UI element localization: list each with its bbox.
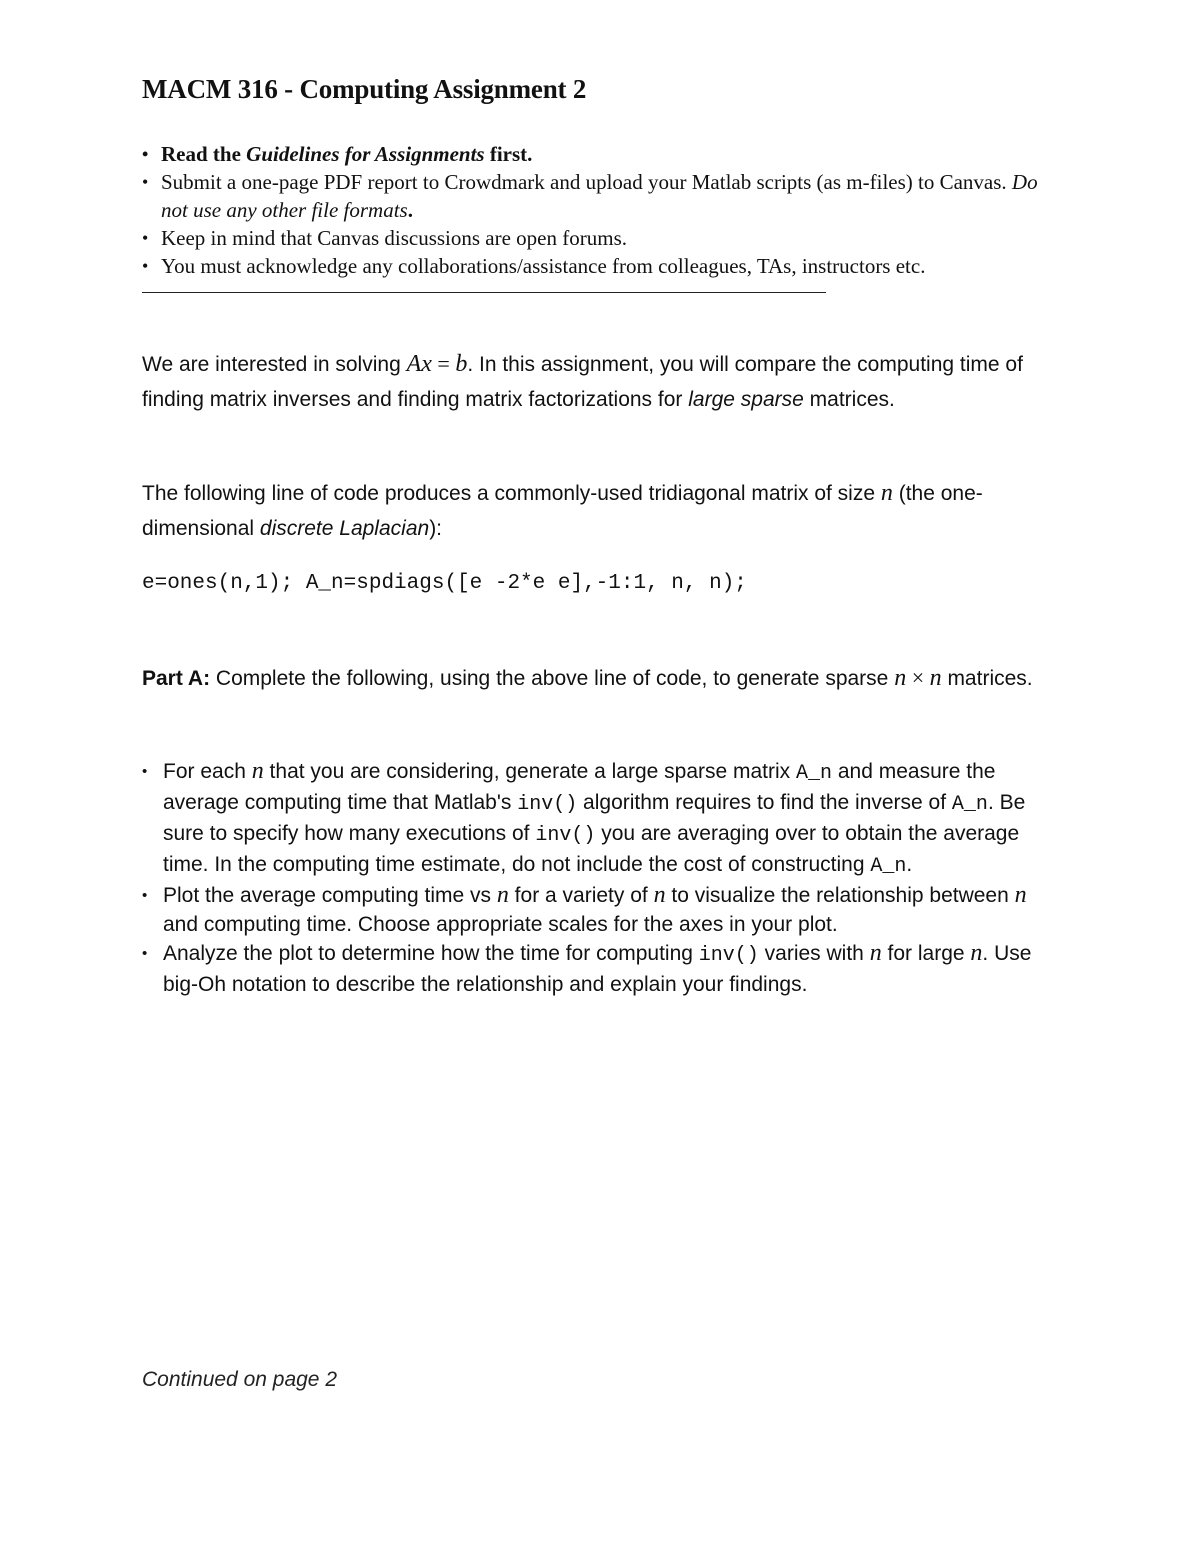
divider <box>142 292 826 293</box>
inline-code: inv() <box>535 824 596 847</box>
equation-lhs: Ax <box>406 351 432 377</box>
text-span: Do not use any other file formats <box>161 170 1038 222</box>
list-item <box>142 939 1062 999</box>
task-list <box>142 757 1062 999</box>
part-a-label: Part A: <box>142 667 211 690</box>
inline-code: A_n <box>870 855 907 878</box>
inline-code: inv() <box>517 793 578 816</box>
text-span: . In this assignment, you will compare the computing time of finding matrix inverses and finding matrix factorizations for <box>142 353 1023 411</box>
math-n: n <box>970 940 983 966</box>
text-span: Complete the following, using the above line of code, to generate sparse <box>210 667 895 690</box>
code-snippet: e=ones(n,1); A_n=spdiags([e -2*e e],-1:1, n, n); <box>142 572 747 595</box>
text-span: and computing time. Choose appropriate scales for the axes in your plot. <box>163 913 838 936</box>
math-n: n <box>894 665 907 691</box>
intro-paragraph <box>142 346 1062 417</box>
times-symbol: × <box>906 665 930 690</box>
list-item: • Keep in mind that Canvas discussions are open forums. <box>142 224 1042 252</box>
text-span: for large <box>881 942 971 965</box>
text-span: We are interested in solving <box>142 353 407 376</box>
laplacian-paragraph <box>142 476 1062 546</box>
math-n: n <box>1014 882 1027 908</box>
continued-note: Continued on page 2 <box>142 1368 337 1391</box>
text-span: and measure the average computing time that Matlab's <box>163 760 996 814</box>
text-span: matrices. <box>803 388 895 411</box>
equation-rhs: b <box>455 351 468 377</box>
page-title: MACM 316 - Computing Assignment 2 <box>142 74 587 104</box>
text-span: Submit a one-page PDF report to Crowdmark and upload your Matlab scripts (as m-files) to Canvas. <box>161 170 1012 194</box>
guidelines-list <box>142 140 1042 280</box>
list-item: • You must acknowledge any collaborations/assistance from colleagues, TAs, instructors etc. <box>142 252 1042 280</box>
text-span: The following line of code produces a commonly-used tridiagonal matrix of size <box>142 482 881 505</box>
math-n: n <box>653 882 666 908</box>
text-span: ): <box>429 517 443 540</box>
text-span: For each <box>163 760 252 783</box>
text-span: for a variety of <box>508 884 654 907</box>
math-n: n <box>880 480 893 506</box>
math-n: n <box>251 758 264 784</box>
inline-code: A_n <box>951 793 988 816</box>
list-item <box>142 881 1062 939</box>
text-span: first. <box>484 142 533 166</box>
list-item <box>142 168 1042 224</box>
part-a-paragraph <box>142 660 1062 696</box>
inline-code: A_n <box>796 762 833 785</box>
text-span: . <box>407 198 413 222</box>
text-span: . Be sure to specify how many executions of <box>163 791 1026 845</box>
list-item <box>142 757 1062 881</box>
list-item <box>142 140 1042 168</box>
text-span: to visualize the relationship between <box>665 884 1015 907</box>
text-span: Analyze the plot to determine how the time for computing <box>163 942 699 965</box>
math-n: n <box>929 665 942 691</box>
text-span: that you are considering, generate a large sparse matrix <box>263 760 797 783</box>
text-span: (the one-dimensional <box>142 482 983 540</box>
math-n: n <box>496 882 509 908</box>
text-span: you are averaging over to obtain the average time. In the computing time estimate, do not include the cost of constructing <box>163 822 1020 876</box>
text-span: Plot the average computing time vs <box>163 884 497 907</box>
guidelines-reference: Guidelines for Assignments <box>246 142 485 166</box>
inline-code: inv() <box>698 944 759 967</box>
text-span: discrete Laplacian <box>259 517 430 540</box>
text-span: large sparse <box>688 388 804 411</box>
equation-sign: = <box>431 351 456 376</box>
text-span: varies with <box>758 942 870 965</box>
text-span: . Use big-Oh notation to describe the relationship and explain your findings. <box>163 942 1032 996</box>
text-span: algorithm requires to find the inverse of <box>577 791 952 814</box>
text-span: matrices. <box>941 667 1033 690</box>
text-span: . <box>906 853 913 876</box>
math-n: n <box>869 940 882 966</box>
text-span: Read the <box>161 142 247 166</box>
